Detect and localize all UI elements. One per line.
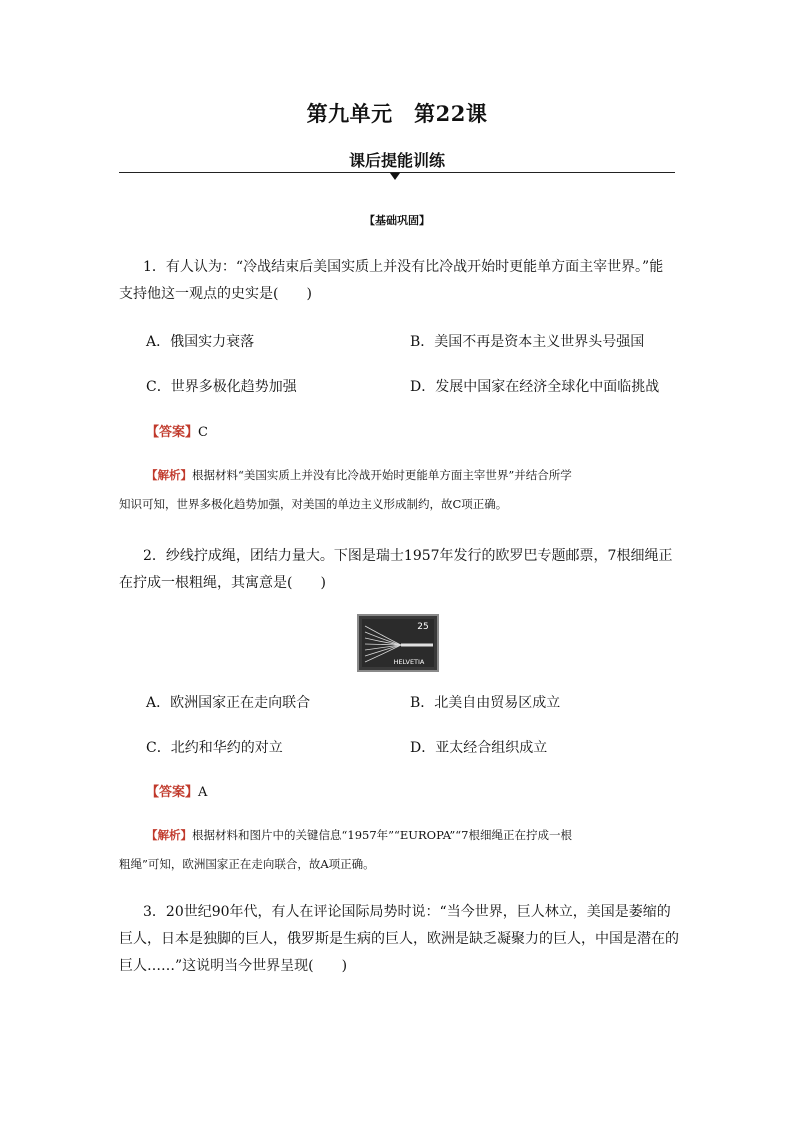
q2-answer-value: A bbox=[198, 785, 208, 800]
question-1-stem bbox=[119, 254, 679, 308]
stamp-value: 25 bbox=[417, 622, 429, 632]
page-subtitle: 课后提能训练 bbox=[348, 151, 445, 170]
question-2-stem bbox=[119, 543, 679, 597]
stamp-thick-rope bbox=[401, 644, 433, 647]
q1-explanation-line-2: 知识可知，世界多极化趋势加强，对美国的单边主义形成制约，故C项正确。 bbox=[119, 497, 508, 511]
q2-option-b: B．北美自由贸易区成立 bbox=[410, 695, 561, 711]
question-1-line-2: 支持他这一观点的史实是( ) bbox=[119, 286, 312, 302]
stamp-country: HELVETIA bbox=[393, 658, 425, 666]
q2-option-d: D．亚太经合组织成立 bbox=[410, 740, 548, 756]
q2-explanation-line-1: 根据材料和图片中的关键信息“1957年”“EUROPA”“7根细绳正在拧成一根 bbox=[192, 828, 572, 842]
explanation-tag: 【解析】 bbox=[146, 468, 192, 482]
explanation-tag: 【解析】 bbox=[146, 828, 192, 842]
q1-answer bbox=[146, 421, 208, 440]
q2-option-a: A．欧洲国家正在走向联合 bbox=[146, 695, 311, 711]
q1-option-b: B．美国不再是资本主义世界头号强国 bbox=[410, 334, 645, 350]
section-label: 【基础巩固】 bbox=[364, 214, 430, 227]
q1-option-a: A．俄国实力衰落 bbox=[146, 334, 255, 350]
question-3-line-2: 巨人，日本是独脚的巨人，俄罗斯是生病的巨人，欧洲是缺乏凝聚力的巨人，中国是潜在的 bbox=[119, 931, 679, 947]
question-3-line-3: 巨人……”这说明当今世界呈现( ) bbox=[119, 958, 348, 974]
q1-option-d: D．发展中国家在经济全球化中面临挑战 bbox=[410, 379, 660, 395]
question-3-stem bbox=[119, 899, 679, 980]
q1-explanation-line-1: 根据材料“美国实质上并没有比冷战开始时更能单方面主宰世界”并结合所学 bbox=[192, 468, 572, 482]
q2-explanation-line-2: 粗绳”可知，欧洲国家正在走向联合，故A项正确。 bbox=[119, 857, 375, 871]
question-3-line-1: 3．20世纪90年代，有人在评论国际局势时说：“当今世界，巨人林立，美国是萎缩的 bbox=[143, 904, 671, 920]
q1-explanation bbox=[119, 461, 679, 519]
q1-answer-value: C bbox=[198, 425, 208, 440]
question-1-line-1: 1．有人认为：“冷战结束后美国实质上并没有比冷战开始时更能单方面主宰世界。”能 bbox=[143, 259, 664, 275]
question-2-line-1: 2．纱线拧成绳，团结力量大。下图是瑞士1957年发行的欧罗巴专题邮票，7根细绳正 bbox=[143, 548, 673, 564]
q2-option-c: C．北约和华约的对立 bbox=[146, 740, 283, 756]
europa-stamp-image bbox=[357, 614, 439, 672]
q2-explanation bbox=[119, 821, 679, 879]
q1-option-c: C．世界多极化趋势加强 bbox=[146, 379, 297, 395]
divider-arrow-icon bbox=[390, 173, 400, 180]
page-title: 第九单元 第22课 bbox=[306, 101, 488, 126]
answer-tag: 【答案】 bbox=[146, 785, 199, 800]
question-2-line-2: 在拧成一根粗绳，其寓意是( ) bbox=[119, 575, 326, 591]
answer-tag: 【答案】 bbox=[146, 425, 199, 440]
q2-answer bbox=[146, 781, 207, 800]
